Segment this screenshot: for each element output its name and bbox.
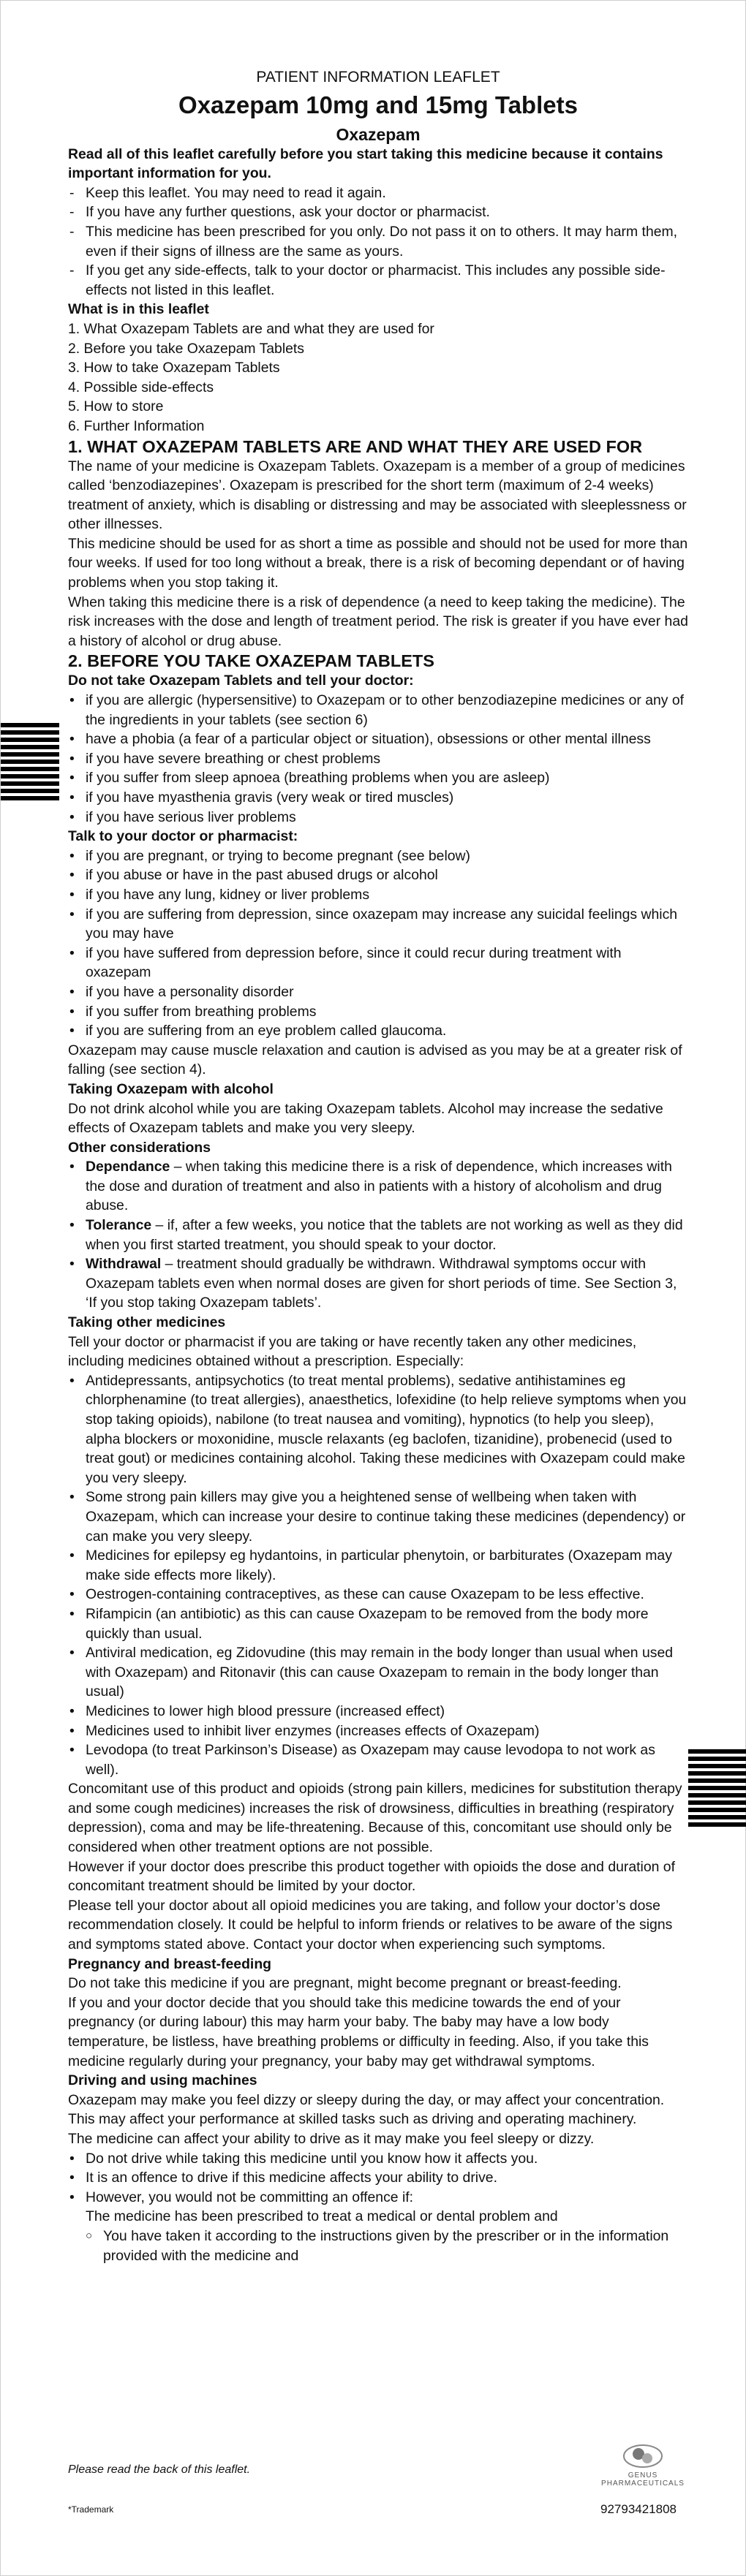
trademark-note: *Trademark (68, 2504, 114, 2515)
section-1-paragraph: When taking this medicine there is a risk of dependence (a need to keep taking the medicine). The risk increases with the dose and length of treatment period. The risk is greater if you have ever had a history of alcohol or drug abuse. (68, 594, 688, 649)
company-name: GENUS PHARMACEUTICALS (601, 2471, 685, 2488)
company-logo (599, 2442, 687, 2488)
right-barcode-marks (688, 1749, 746, 1830)
other-medicines-heading: Taking other medicines (68, 1314, 226, 1331)
alcohol-text: Do not drink alcohol while you are taking Oxazepam tablets. Alcohol may increase the sedative effects of Oxazepam tablets and make you very sleepy. (68, 1100, 663, 1137)
list-item: • if you abuse or have in the past abused drugs or alcohol (68, 865, 688, 885)
term-label: Withdrawal (86, 1256, 162, 1273)
list-item: • if you have any lung, kidney or liver problems (68, 885, 688, 905)
leaflet-content (68, 68, 688, 2265)
opioid-paragraph: Please tell your doctor about all opioid medicines you are taking, and follow your doctor’s dose recommendation closely. It could be helpful to inform friends or relatives to be aware of the signs and symptoms stated above. Contact your doctor when experiencing such symptoms. (68, 1897, 673, 1953)
list-item: • Some strong pain killers may give you a heightened sense of wellbeing when taken with Oxazepam, which can increase your desire to continue taking these medicines (dependency) or can make you very sleepy. (68, 1488, 688, 1546)
do-not-take-heading: Do not take Oxazepam Tablets and tell your doctor: (68, 673, 414, 689)
list-item: • Rifampicin (an antibiotic) as this can cause Oxazepam to be removed from the body more quickly than usual. (68, 1605, 688, 1643)
list-item: - This medicine has been prescribed for you only. Do not pass it on to others. It may harm them, even if their signs of illness are the same as yours. (68, 222, 688, 261)
list-item: - Keep this leaflet. You may need to read it again. (68, 183, 688, 203)
pregnancy-heading: Pregnancy and breast-feeding (68, 1955, 272, 1972)
other-considerations-list (68, 1157, 688, 1313)
intro-warning: Read all of this leaflet carefully before you start taking this medicine because it contains important information for you. (68, 145, 663, 182)
contents-item: 6. Further Information (68, 417, 205, 434)
list-item: • Antiviral medication, eg Zidovudine (this may remain in the body longer than usual when used with Oxazepam) and Ritonavir (this can cause Oxazepam to remain in the body longer than usual) (68, 1643, 688, 1702)
list-item: • It is an offence to drive if this medicine affects your ability to drive. (68, 2168, 688, 2188)
list-item: • have a phobia (a fear of a particular object or situation), obsessions or other mental illness (68, 730, 688, 749)
leaflet-label: PATIENT INFORMATION LEAFLET (256, 69, 500, 86)
driving-sub-list (68, 2227, 688, 2265)
page-subtitle: Oxazepam (336, 124, 421, 144)
list-item: • Antidepressants, antipsychotics (to treat mental problems), sedative antihistamines eg chlorphenamine (to treat allergies), anaesthetics, lofexidine (to help relieve symptoms when you stop taking opioids), nabilone (to treat nausea and vomiting), hypnotics (to help you sleep), alpha blockers or moxonidine, muscle relaxants (eg baclofen, tizanidine), probenecid (used to treat gout) or medicines containing alcohol. Taking these medicines with Oxazepam could make you very sleepy. (68, 1371, 688, 1488)
genus-logo-icon (621, 2442, 665, 2470)
opioid-paragraph: However if your doctor does prescribe this product together with opioids the dose and duration of concomitant treatment should be limited by your doctor. (68, 1858, 675, 1895)
left-barcode-marks (1, 723, 59, 803)
pregnancy-paragraph: Do not take this medicine if you are pregnant, might become pregnant or breast-feeding. (68, 1975, 622, 1992)
list-item: • if you are suffering from depression, since oxazepam may increase any suicidal feelings which you may have (68, 905, 688, 944)
back-of-leaflet-note: Please read the back of this leaflet. (68, 2463, 251, 2476)
term-label: Dependance (86, 1159, 170, 1175)
list-item: • Medicines used to inhibit liver enzymes (increases effects of Oxazepam) (68, 1721, 688, 1741)
contents-item: 1. What Oxazepam Tablets are and what they are used for (68, 320, 434, 337)
list-item: • if you are allergic (hypersensitive) to Oxazepam or to other benzodiazepine medicines or any of the ingredients in your tablets (see section 6) (68, 691, 688, 730)
other-medicines-list (68, 1371, 688, 1779)
list-item: • if you suffer from sleep apnoea (breathing problems when you are asleep) (68, 768, 688, 788)
contents-heading: What is in this leaflet (68, 301, 209, 318)
talk-to-doctor-heading: Talk to your doctor or pharmacist: (68, 828, 298, 845)
term-text: – when taking this medicine there is a risk of dependence, which increases with the dose and duration of treatment and also in patients with a history of alcoholism and drug abuse. (86, 1159, 672, 1214)
contents-item: 4. Possible side-effects (68, 379, 214, 395)
opioid-paragraph: Concomitant use of this product and opioids (strong pain killers, medicines for substitution therapy and some cough medicines) increases the risk of drowsiness, difficulties in breathing (respiratory depression), coma and may be life-threatening. Because of this, concomitant use should only be considered when other treatment options are not possible. (68, 1781, 682, 1856)
list-item: • Do not drive while taking this medicine until you know how it affects you. (68, 2149, 688, 2169)
product-code: 92793421808 (600, 2502, 677, 2516)
list-item: • if you have severe breathing or chest problems (68, 749, 688, 769)
list-item: • However, you would not be committing an offence if: (68, 2188, 688, 2208)
section-2-heading: 2. BEFORE YOU TAKE OXAZEPAM TABLETS (68, 651, 434, 671)
section-1-heading: 1. WHAT OXAZEPAM TABLETS ARE AND WHAT THEY ARE USED FOR (68, 436, 643, 456)
term-text: – treatment should gradually be withdrawn. Withdrawal symptoms occur with Oxazepam tablets even when normal doses are given for short periods of time. See Section 3, ‘If you stop taking Oxazepam tablets’. (86, 1256, 677, 1311)
other-medicines-text: Tell your doctor or pharmacist if you are taking or have recently taken any other medicines, including medicines obtained without a prescription. Especially: (68, 1333, 637, 1370)
page-title: Oxazepam 10mg and 15mg Tablets (178, 91, 578, 118)
list-item: • if you are pregnant, or trying to become pregnant (see below) (68, 846, 688, 866)
list-item: • Levodopa (to treat Parkinson’s Disease) as Oxazepam may cause levodopa to not work as well). (68, 1740, 688, 1779)
pregnancy-paragraph: If you and your doctor decide that you should take this medicine towards the end of your pregnancy (or during labour) this may harm your baby. The baby may have a low body temperature, be listless, have breathing problems or difficulty in feeding. Also, if you take this medicine regularly during your pregnancy, your baby may get withdrawal symptoms. (68, 1994, 649, 2069)
other-considerations-heading: Other considerations (68, 1139, 211, 1156)
list-item (68, 1216, 688, 1254)
contents-item: 2. Before you take Oxazepam Tablets (68, 340, 305, 357)
intro-list (68, 183, 688, 300)
list-item: ○ You have taken it according to the instructions given by the prescriber or in the information provided with the medicine and (86, 2227, 688, 2265)
section-1-paragraph: The name of your medicine is Oxazepam Tablets. Oxazepam is a member of a group of medicines called ‘benzodiazepines’. Oxazepam is prescribed for the short term (maximum of 2-4 weeks) treatment of anxiety, which is disabling or distressing and may be associated with sleeplessness or other illnesses. (68, 458, 687, 533)
driving-paragraph: Oxazepam may make you feel dizzy or sleepy during the day, or may affect your concentration. This may affect your performance at skilled tasks such as driving and operating machinery. (68, 2091, 665, 2128)
list-item (68, 1157, 688, 1216)
list-item: • if you are suffering from an eye problem called glaucoma. (68, 1021, 688, 1041)
list-item: • Medicines to lower high blood pressure (increased effect) (68, 1702, 688, 1721)
driving-list (68, 2149, 688, 2208)
contents-item: 5. How to store (68, 398, 164, 415)
list-item: - If you have any further questions, ask your doctor or pharmacist. (68, 202, 688, 222)
do-not-take-list (68, 691, 688, 827)
alcohol-heading: Taking Oxazepam with alcohol (68, 1080, 274, 1097)
list-item: • Medicines for epilepsy eg hydantoins, in particular phenytoin, or barbiturates (Oxazepam may make side effects more likely). (68, 1546, 688, 1585)
section-1-paragraph: This medicine should be used for as short a time as possible and should not be used for more than four weeks. If used for too long without a break, there is a risk of becoming dependant or of having problems when you stop taking it. (68, 535, 688, 591)
list-item: - If you get any side-effects, talk to your doctor or pharmacist. This includes any possible side-effects not listed in this leaflet. (68, 261, 688, 300)
list-item: • if you have myasthenia gravis (very weak or tired muscles) (68, 788, 688, 808)
list-item: • if you have a personality disorder (68, 982, 688, 1002)
driving-sub-text: The medicine has been prescribed to treat a medical or dental problem and (86, 2208, 558, 2225)
driving-heading: Driving and using machines (68, 2072, 257, 2089)
talk-to-doctor-list (68, 846, 688, 1041)
list-item: • if you suffer from breathing problems (68, 1002, 688, 1022)
list-item (68, 1254, 688, 1313)
list-item: • if you have suffered from depression before, since it could recur during treatment with oxazepam (68, 944, 688, 982)
term-label: Tolerance (86, 1217, 152, 1234)
list-item: • Oestrogen-containing contraceptives, as these can cause Oxazepam to be less effective. (68, 1585, 688, 1605)
driving-paragraph: The medicine can affect your ability to drive as it may make you feel sleepy or dizzy. (68, 2130, 595, 2147)
contents-item: 3. How to take Oxazepam Tablets (68, 360, 280, 376)
term-text: – if, after a few weeks, you notice that the tablets are not working as well as they did when you first started treatment, you should speak to your doctor. (86, 1217, 683, 1253)
list-item: • if you have serious liver problems (68, 808, 688, 827)
muscle-relaxation-note: Oxazepam may cause muscle relaxation and caution is advised as you may be at a greater risk of falling (see section 4). (68, 1042, 682, 1078)
